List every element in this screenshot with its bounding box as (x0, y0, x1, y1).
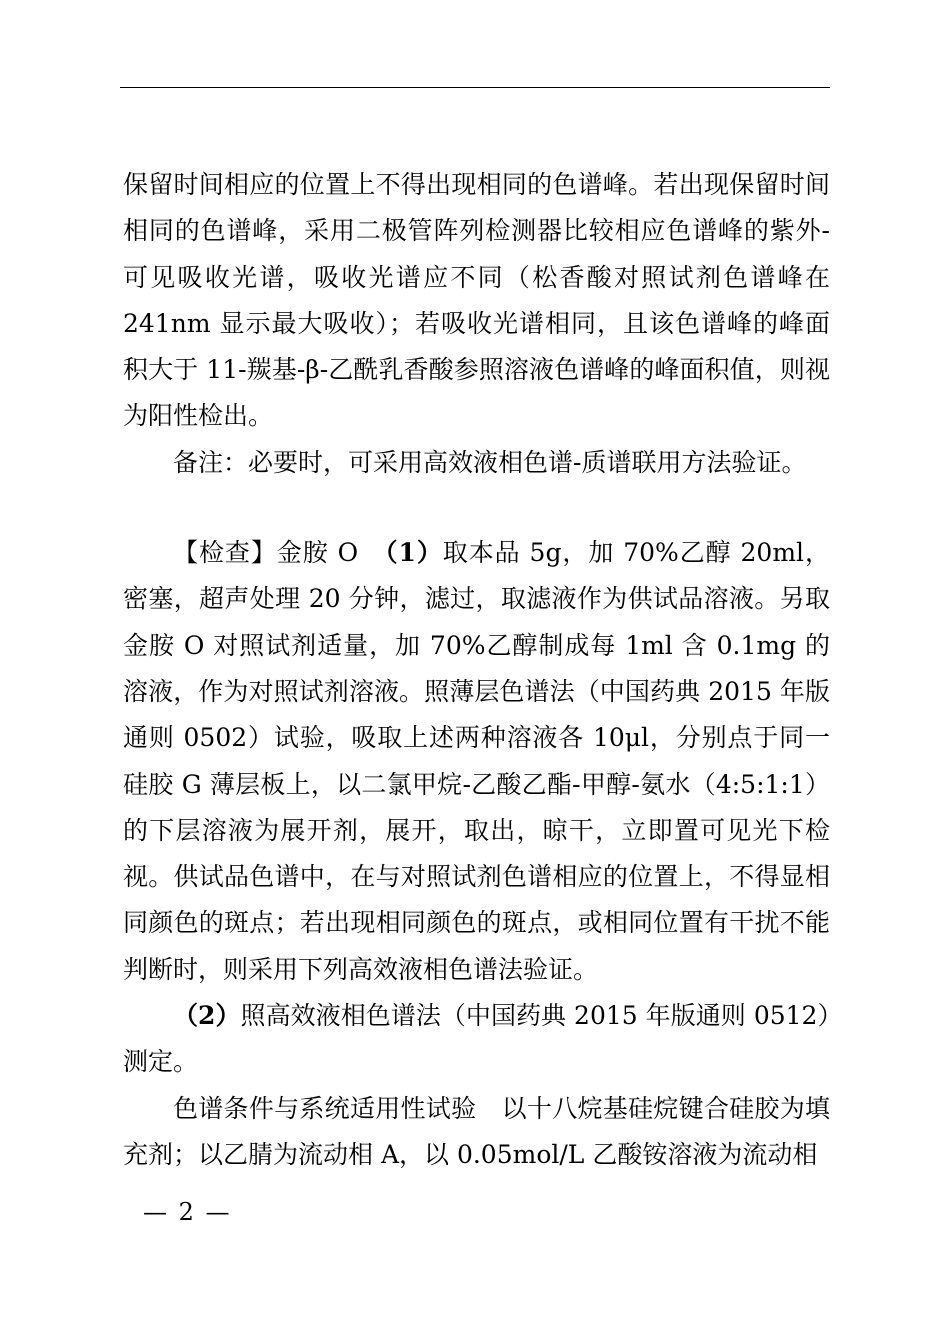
step-2-text: 照高效液相色谱法（中国药典 2015 年版通则 0512）测定。 (123, 1001, 830, 1077)
paragraph-conditions: 色谱条件与系统适用性试验 以十八烷基硅烷键合硅胶为填充剂；以乙腈为流动相 A，以 0.05mol/L 乙酸铵溶液为流动相 (123, 1093, 830, 1169)
paragraph-step-2 (123, 993, 830, 1086)
header-rule (120, 87, 830, 88)
paragraph-gap (123, 486, 830, 530)
document-body (123, 162, 830, 1178)
paragraph-inspection (123, 530, 830, 993)
inspection-label: 【检查】金胺 O (173, 538, 386, 568)
page-number: — 2 — (143, 1198, 232, 1226)
paragraph-1: 保留时间相应的位置上不得出现相同的色谱峰。若出现保留时间相同的色谱峰，采用二极管阵列检测器比较相应色谱峰的紫外-可见吸收光谱，吸收光谱应不同（松香酸对照试剂色谱峰在241nm 显示最大吸收）；若吸收光谱相同，且该色谱峰的峰面积大于 11-羰基-β-乙酰乳香酸参照溶液色谱峰的峰面积值，则视为阳性检出。 (123, 170, 830, 431)
step-1-number: （1） (385, 538, 443, 568)
paragraph-note: 备注：必要时，可采用高效液相色谱-质谱联用方法验证。 (173, 447, 807, 477)
step-1-text: 取本品 5g，加 70%乙醇 20ml，密塞，超声处理 20 分钟，滤过，取滤液作为供试品溶液。另取金胺 O 对照试剂适量，加 70%乙醇制成每 1ml 含 0.1mg 的溶液，作为对照试剂溶液。照薄层色谱法（中国药典 2015 年版通则 0502）试验，吸取上述两种溶液各 10μl，分别点于同一硅胶 G 薄层板上，以二氯甲烷-乙酸乙酯-甲醇-氨水（4:5:1:1）的下层溶液为展开剂，展开，取出，晾干，立即置可见光下检视。供试品色谱中，在与对照试剂色谱相应的位置上，不得显相同颜色的斑点；若出现相同颜色的斑点，或相同位置有干扰不能判断时，则采用下列高效液相色谱法验证。 (123, 538, 830, 984)
step-2-number: （2） (173, 1001, 241, 1031)
